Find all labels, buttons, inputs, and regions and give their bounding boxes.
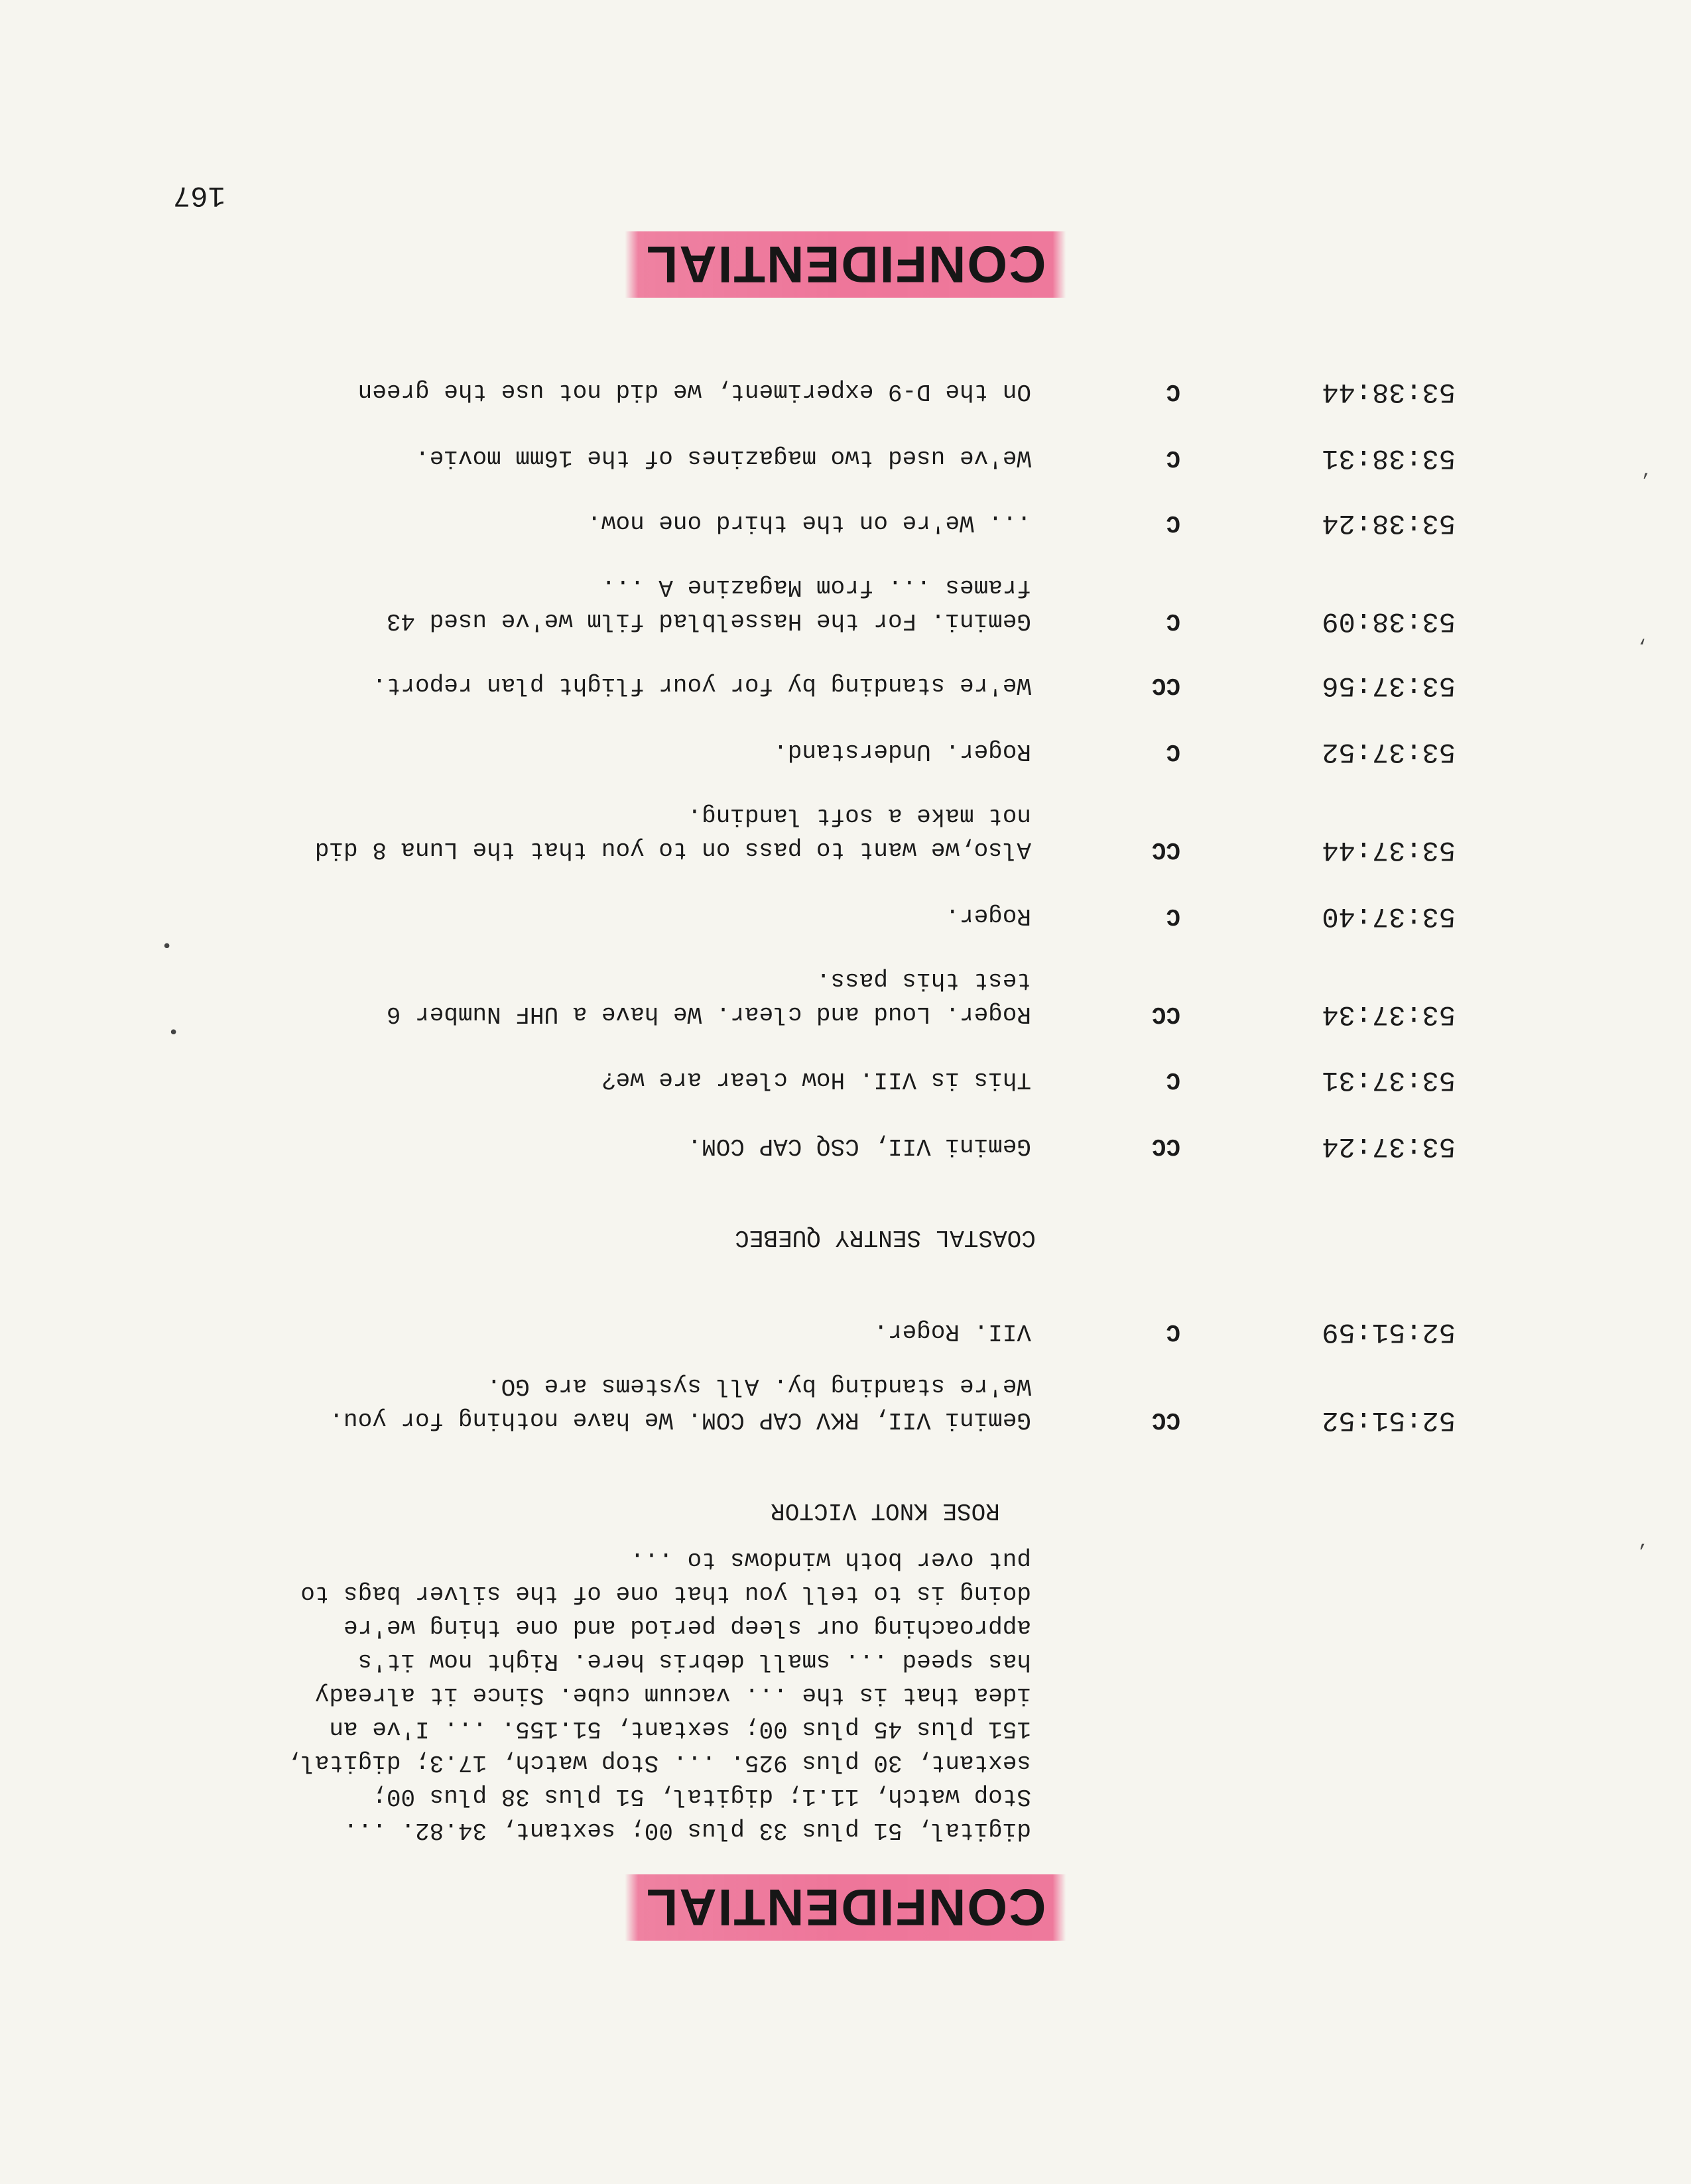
utterance: Roger. [945, 902, 1031, 930]
utterance: Roger. Understand. [773, 738, 1031, 765]
speaker: CC [1151, 1132, 1180, 1160]
speaker: C [1166, 902, 1180, 930]
speaker: CC [1151, 672, 1180, 699]
speaker: C [1166, 1318, 1180, 1345]
speaker: CC [1151, 1001, 1180, 1028]
speaker: C [1166, 378, 1180, 405]
utterance: ... We're on the third one now. [587, 509, 1031, 536]
speaker: C [1166, 738, 1180, 765]
timestamp: 53:37:56 [1322, 670, 1456, 701]
timestamp: 53:38:31 [1322, 442, 1456, 474]
timestamp: 53:38:09 [1322, 605, 1456, 637]
speaker: C [1166, 607, 1180, 635]
utterance: Also,we want to pass on to you that the Luna 8 did not make a soft landing. [314, 802, 1031, 863]
margin-dot-mark: • [168, 1020, 179, 1040]
timestamp: 53:37:40 [1322, 900, 1456, 932]
speaker: C [1166, 1066, 1180, 1093]
timestamp: 52:51:59 [1322, 1316, 1456, 1348]
timestamp: 53:38:44 [1322, 376, 1456, 408]
speaker: CC [1151, 836, 1180, 863]
timestamp: 53:37:44 [1322, 834, 1456, 866]
margin-tick-mark: ‘ [1640, 459, 1651, 480]
timestamp: 53:37:31 [1322, 1064, 1456, 1096]
utterance: Gemini VII, CSQ CAP COM. [687, 1132, 1031, 1160]
utterance: Roger. Loud and clear. We have a UHF Number 6 test this pass. [386, 967, 1031, 1028]
classification-stamp-bottom: CONFIDENTIAL [625, 231, 1066, 298]
utterance: We're standing by for your flight plan report. [372, 672, 1031, 699]
utterance: Gemini VII, RKV CAP COM. We have nothing for you. We're standing by. All systems are GO. [329, 1372, 1031, 1433]
station-heading-rkv: ROSE KNOT VICTOR [771, 1497, 1000, 1524]
timestamp: 53:37:24 [1322, 1130, 1456, 1162]
page-number: 167 [172, 178, 225, 212]
speaker: C [1166, 509, 1180, 536]
margin-tick-mark: ‘ [1637, 1530, 1648, 1551]
utterance: Gemini. For the Hasselblad film we've used 43 frames ... from Magazine A ... [386, 574, 1031, 635]
utterance: This is VII. How clear are we? [601, 1066, 1031, 1093]
speaker: CC [1151, 1406, 1180, 1433]
timestamp: 53:37:34 [1322, 999, 1456, 1030]
utterance: VII. Roger. [873, 1318, 1031, 1345]
margin-tick-mark: ’ [1637, 625, 1648, 646]
classification-stamp-top: CONFIDENTIAL [625, 1874, 1066, 1941]
speaker: C [1166, 444, 1180, 471]
utterance: On the D-9 experiment, we did not use the green [357, 378, 1031, 405]
continuation-paragraph: digital, 51 plus 33 plus 00; sextant, 34.82. ... Stop watch, 11.1; digital, 51 plus 38 plus 00; sextant, 30 plus 925. ... Stop watch, 17.3; digital, 151 plus 45 plus 00; sextant, 51.155. ... I've an idea that is the ... vacuum cube. Since it already has speed ... small debris here. Right now it's approaching our sleep period and one thing we're doing is to tell you that one of the silver bags to put over both windows to ... [286, 1546, 1031, 1844]
utterance: We've used two magazines of the 16mm movie. [415, 444, 1031, 471]
timestamp: 53:37:52 [1322, 736, 1456, 768]
margin-dot-mark: • [161, 934, 172, 954]
timestamp: 52:51:52 [1322, 1404, 1456, 1436]
timestamp: 53:38:24 [1322, 507, 1456, 539]
station-heading-csq: COASTAL SENTRY QUEBEC [735, 1224, 1036, 1251]
